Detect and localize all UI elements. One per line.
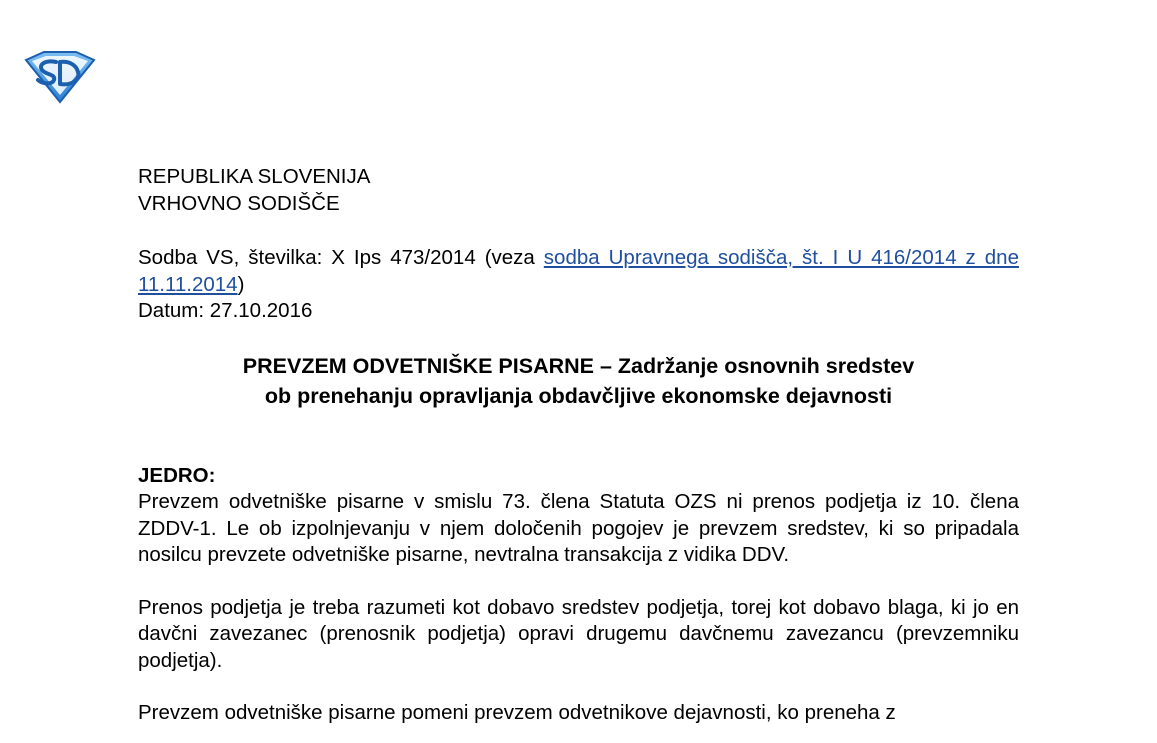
jedro-paragraph-3: Prevzem odvetniške pisarne pomeni prevzem odvetnikove dejavnosti, ko preneha z <box>138 701 896 724</box>
court-logo <box>22 50 96 104</box>
document-title <box>138 351 1019 411</box>
jedro-paragraph-2: Prenos podjetja je treba razumeti kot dobavo sredstev podjetja, torej kot dobavo blaga, ki jo en davčni zavezanec (prenosnik podjetja) opravi drugemu davčnemu zavezancu (prevzemniku podjetja). <box>138 595 1019 672</box>
case-reference <box>138 245 1019 325</box>
reference-suffix: ) <box>237 272 245 296</box>
jedro-paragraph-1: Prevzem odvetniške pisarne v smislu 73. člena Statuta OZS ni prenos podjetja iz 10. člena ZDDV-1. Le ob izpolnjevanju v njem določenih pogojev je prevzem sredstev, ki so pripadala nosilcu prevzete odvetniške pisarne, nevtralna transakcija z vidika DDV. <box>138 490 1019 566</box>
jedro-heading: JEDRO: <box>138 463 216 487</box>
related-judgment-link[interactable]: sodba Upravnega sodišča, št. I U 416/2014 z dne 11.11.2014 <box>138 246 1019 296</box>
title-line-2: ob prenehanju opravljanja obdavčljive ekonomske dejavnosti <box>264 383 893 408</box>
judgment-date: Datum: 27.10.2016 <box>138 299 313 322</box>
header-country: REPUBLIKA SLOVENIJA <box>138 165 371 188</box>
reference-prefix: Sodba VS, številka: X Ips 473/2014 (veza <box>138 246 544 269</box>
document-body <box>138 164 1019 727</box>
title-line-1: PREVZEM ODVETNIŠKE PISARNE – Zadržanje osnovnih sredstev <box>242 353 915 378</box>
vs-court-logo-icon <box>22 50 96 104</box>
header-court: VRHOVNO SODIŠČE <box>138 191 340 215</box>
